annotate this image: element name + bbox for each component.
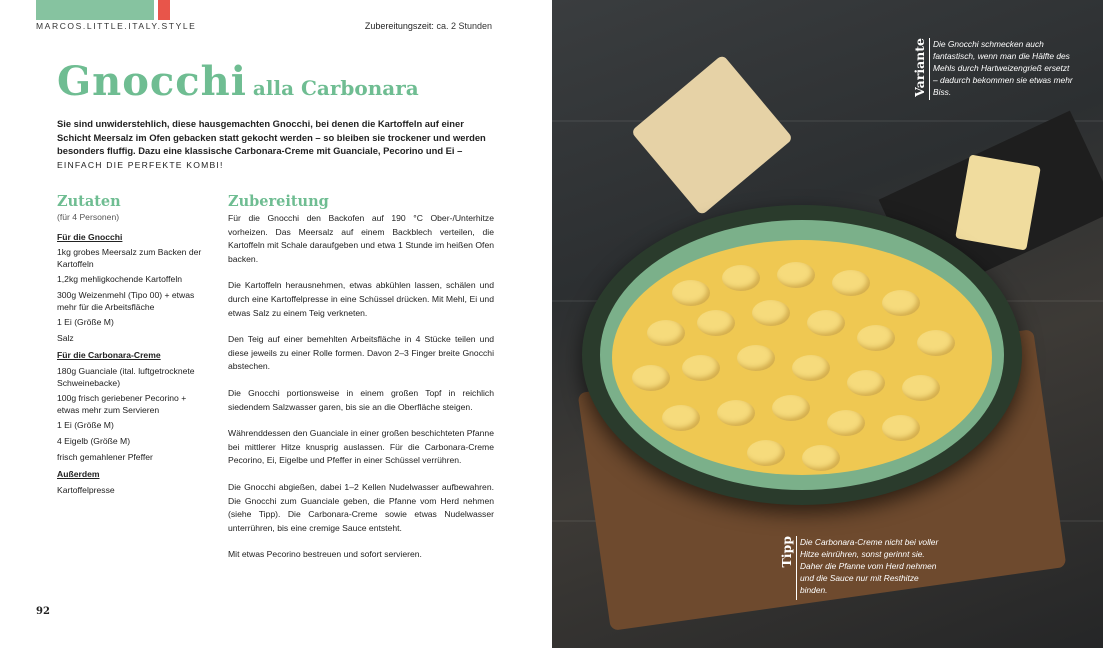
- ingredient-item: Salz: [57, 332, 74, 343]
- gnocco: [662, 405, 700, 431]
- ingredient-group-title: Für die Gnocchi: [57, 231, 123, 242]
- gnocco: [882, 415, 920, 441]
- variante-divider: [929, 38, 930, 100]
- flag-red: [158, 0, 170, 20]
- gnocco: [847, 370, 885, 396]
- cheese-piece: [955, 154, 1041, 250]
- ingredient-item: 1 Ei (Größe M): [57, 420, 114, 431]
- food-photo: [552, 0, 1103, 648]
- gnocco: [857, 325, 895, 351]
- ingredient-item: 1,2kg mehligkochende Kartoffeln: [57, 274, 183, 285]
- ingredient-item: 1 Ei (Größe M): [57, 317, 114, 328]
- title-sub: alla Carbonara: [252, 76, 419, 100]
- gnocco: [792, 355, 830, 381]
- cheese-wedge: [631, 54, 794, 215]
- ingredients-heading: Zutaten: [57, 193, 121, 210]
- ingredient-group-title: Außerdem: [57, 469, 100, 480]
- gnocco: [772, 395, 810, 421]
- brand-name: MARCOS.LITTLE.ITALY.STYLE: [36, 21, 197, 31]
- gnocco: [802, 445, 840, 471]
- gnocco: [747, 440, 785, 466]
- intro-bold: Sie sind unwiderstehlich, diese hausgemachten Gnocchi, bei denen die Kartoffeln auf einer Schicht Meersalz im Ofen gebacken statt gekocht werden – so bleiben sie trockener und werden besonders fluffig. Dazu eine klassische Carbonara-Creme mit Guanciale, Pecorino und Ei –: [57, 118, 486, 157]
- gnocco: [717, 400, 755, 426]
- preparation-step: Die Kartoffeln herausnehmen, etwas abkühlen lassen, schälen und durch eine Kartoffelpresse in eine Schüssel drücken. Mit Mehl, Ei und etwas Salz zu einem Teig verkneten.: [228, 280, 494, 318]
- tipp-divider: [796, 536, 797, 600]
- recipe-intro: [57, 117, 494, 172]
- gnocco: [882, 290, 920, 316]
- time-label: Zubereitungszeit:: [364, 21, 434, 31]
- ingredient-item: Kartoffelpresse: [57, 484, 115, 495]
- tipp-text: Die Carbonara-Creme nicht bei voller Hitze einrühren, sonst gerinnt sie. Daher die Pfanne vom Herd nehmen und die Sauce nur mit Resthitze binden.: [800, 537, 939, 595]
- wood-plank-line: [552, 120, 1103, 122]
- gnocco: [752, 300, 790, 326]
- gnocco: [632, 365, 670, 391]
- preparation-step: Die Gnocchi abgießen, dabei 1–2 Kellen Nudelwasser aufbewahren. Die Gnocchi zum Guanciale geben, die Pfanne vom Herd nehmen (siehe Tipp). Die Carbonara-Creme sowie etwas Nudelwasser unterrühren, bis eine cremige Sauce entsteht.: [228, 481, 494, 533]
- gnocco: [917, 330, 955, 356]
- ingredient-item: frisch gemahlener Pfeffer: [57, 451, 153, 462]
- gnocco: [722, 265, 760, 291]
- preparation-step: Den Teig auf einer bemehlten Arbeitsfläche in 4 Stücke teilen und diese jeweils zu einer Rolle formen. Davon 2–3 Finger breite Gnocchi abstechen.: [228, 334, 494, 372]
- flag-green: [36, 0, 154, 20]
- gnocco: [832, 270, 870, 296]
- page-number: 92: [36, 606, 50, 617]
- ingredient-item: 1kg grobes Meersalz zum Backen der Kartoffeln: [57, 247, 202, 269]
- gnocco: [697, 310, 735, 336]
- recipe-title: [57, 58, 419, 105]
- gnocco: [807, 310, 845, 336]
- italy-flag-bar: [36, 0, 170, 20]
- preparation-column: [228, 194, 494, 575]
- intro-caps: EINFACH DIE PERFEKTE KOMBI!: [57, 159, 224, 170]
- ingredients-column: [57, 194, 207, 500]
- gnocco: [682, 355, 720, 381]
- preparation-step: Für die Gnocchi den Backofen auf 190 °C Ober-/Unterhitze vorheizen. Das Meersalz auf einem Backblech verteilen, die Kartoffeln mit Schale daraufgeben und etwa 1 Stunde im heißen Ofen backen.: [228, 213, 494, 264]
- preparation-heading: Zubereitung: [228, 193, 329, 210]
- preparation-step: Währenddessen den Guanciale in einer großen beschichteten Pfanne bei mittlerer Hitze knusprig auslassen. Für die Carbonara-Creme Pecorino, Ei, Eigelbe und Pfeffer in einer Schüssel verrühren.: [228, 428, 494, 466]
- time-value: ca. 2 Stunden: [436, 21, 492, 31]
- gnocco: [737, 345, 775, 371]
- variante-label: Variante: [912, 38, 927, 97]
- preparation-time: [365, 21, 492, 31]
- ingredient-item: 180g Guanciale (ital. luftgetrocknete Schweinebacke): [57, 365, 195, 388]
- ingredient-item: 300g Weizenmehl (Tipo 00) + etwas mehr für die Arbeitsfläche: [57, 289, 195, 312]
- preparation-step: Die Gnocchi portionsweise in einem großen Topf in reichlich siedendem Salzwasser garen, bis sie an die Oberfläche steigen.: [228, 387, 494, 412]
- gnocco: [647, 320, 685, 346]
- ingredient-group-title: Für die Carbonara-Creme: [57, 350, 161, 361]
- preparation-step: Mit etwas Pecorino bestreuen und sofort servieren.: [228, 549, 422, 560]
- variante-text: Die Gnocchi schmecken auch fantastisch, wenn man die Hälfte des Mehls durch Hartweizengrieß ersetzt – dadurch bekommen sie etwas mehr Biss.: [933, 39, 1073, 97]
- ingredient-item: 4 Eigelb (Größe M): [57, 435, 131, 446]
- gnocco: [672, 280, 710, 306]
- gnocco: [827, 410, 865, 436]
- ingredient-item: 100g frisch geriebener Pecorino + etwas mehr zum Servieren: [57, 393, 187, 415]
- gnocco: [902, 375, 940, 401]
- title-main: Gnocchi: [57, 58, 247, 105]
- gnocco: [777, 262, 815, 288]
- tipp-label: Tipp: [779, 536, 794, 568]
- servings: (für 4 Personen): [57, 212, 120, 222]
